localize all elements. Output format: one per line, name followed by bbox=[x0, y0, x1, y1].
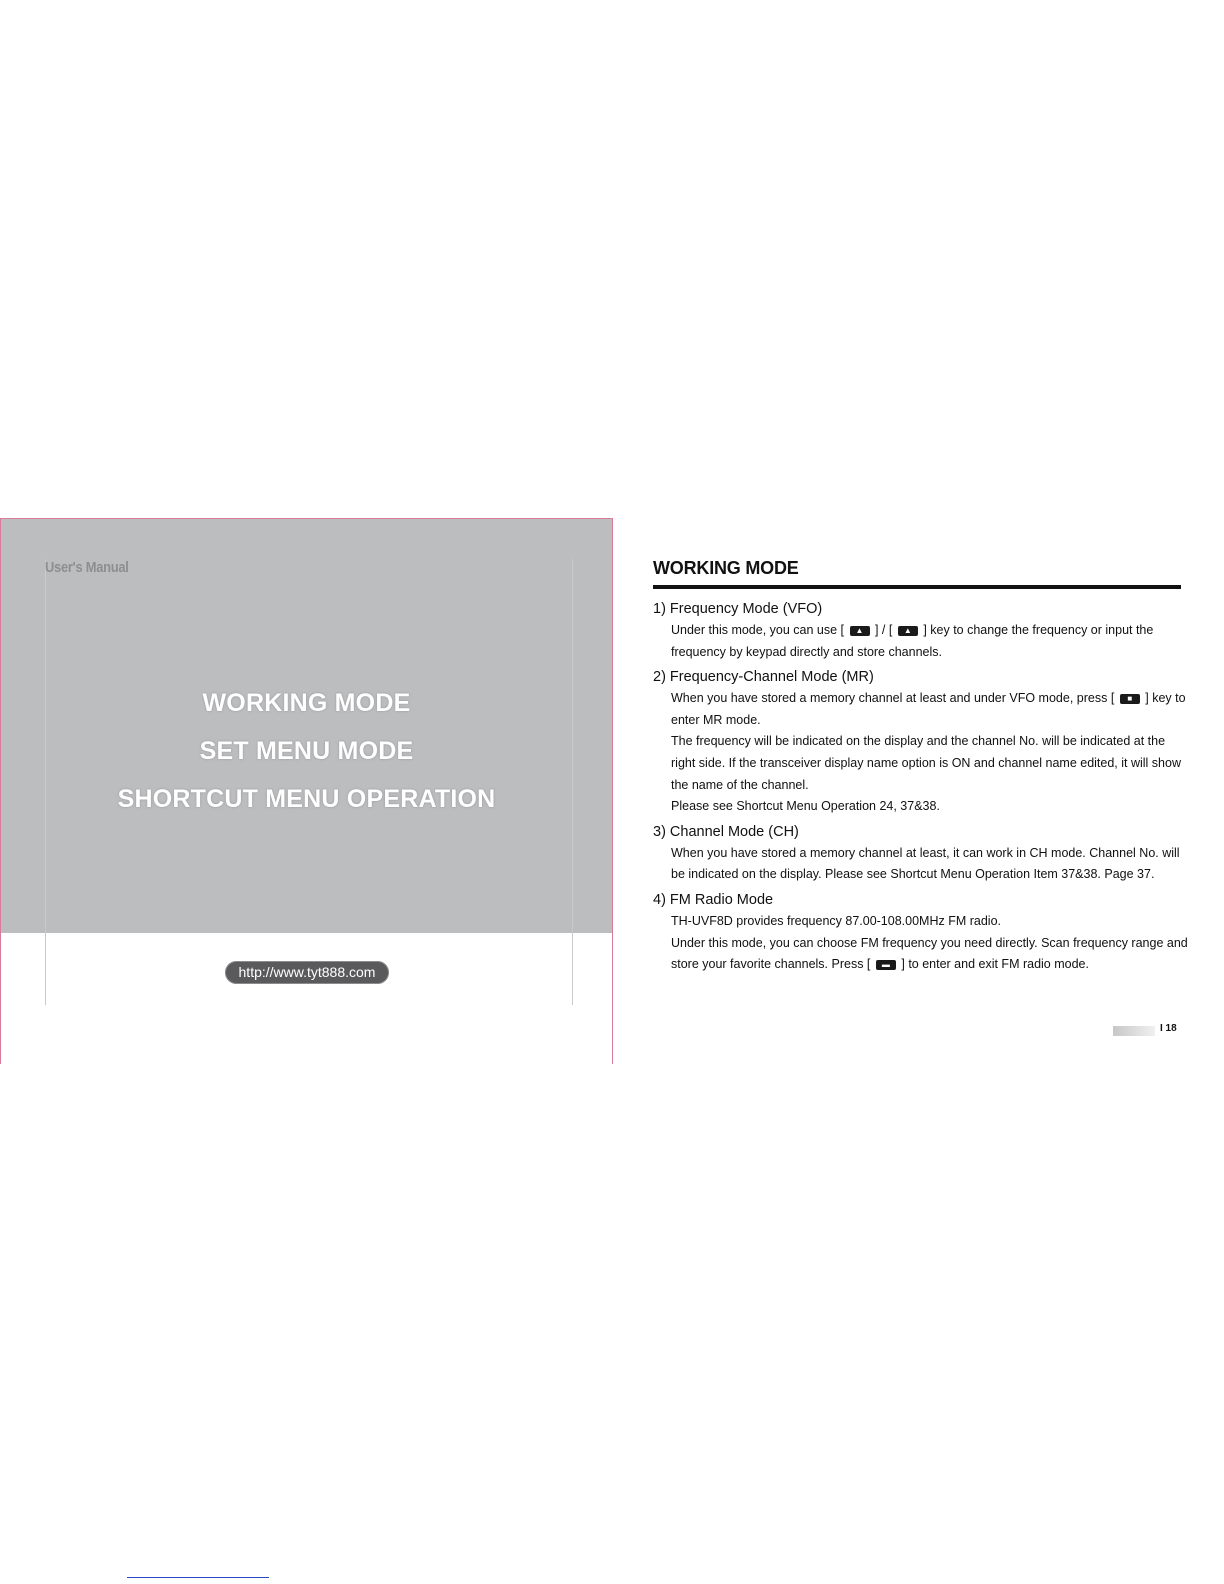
item-text-mr-2: The frequency will be indicated on the display and the channel No. will be indicated at the right side. If the transceiver display name option is ON and channel name edited, it will show the name of the channel. bbox=[671, 734, 1181, 792]
fm-key-icon: ▬ bbox=[876, 960, 896, 970]
item-text-fm-1: TH-UVF8D provides frequency 87.00-108.00MHz FM radio. bbox=[671, 913, 1001, 928]
title-rule bbox=[653, 585, 1181, 589]
page-number-bar bbox=[1113, 1026, 1155, 1036]
item-text-fm-2: Under this mode, you can choose FM frequency you need directly. Scan frequency range and store your favorite channels. Press [ ▬ ] to enter and exit FM radio mode. bbox=[671, 935, 1188, 972]
right-content-page bbox=[653, 518, 1188, 1058]
page-number: I 18 bbox=[1160, 1023, 1177, 1034]
section-title: WORKING MODE bbox=[653, 558, 799, 578]
bottom-link-underline bbox=[127, 1577, 269, 1578]
cover-title-working-mode: WORKING MODE bbox=[202, 689, 411, 717]
brand-label: User's Manual bbox=[45, 559, 129, 576]
item-heading-fm: 4) FM Radio Mode bbox=[653, 891, 774, 908]
item-heading-vfo: 1) Frequency Mode (VFO) bbox=[653, 601, 823, 617]
item-text-mr-3: Please see Shortcut Menu Operation 24, 37&38. bbox=[671, 799, 940, 814]
item-text-vfo: Under this mode, you can use [ ▲ ] / [ ▲ ] key to change the frequency or input the frequency by keypad directly and store channels. bbox=[671, 623, 1154, 659]
down-key-icon: ▲ bbox=[898, 626, 918, 636]
item-text-ch: When you have stored a memory channel at least, it can work in CH mode. Channel No. will be indicated on the display. Please see Shortcut Menu Operation Item 37&38. Page 37. bbox=[671, 845, 1180, 882]
cover-title-set-menu-mode: SET MENU MODE bbox=[199, 737, 414, 765]
left-cover-page bbox=[0, 518, 613, 1064]
item-text-mr-1: When you have stored a memory channel at least and under VFO mode, press [ ■ ] key to enter MR mode. bbox=[671, 691, 1186, 727]
mode-list bbox=[653, 598, 1188, 976]
exit-key-icon: ■ bbox=[1120, 694, 1140, 704]
item-heading-mr: 2) Frequency-Channel Mode (MR) bbox=[653, 669, 874, 686]
website-url[interactable]: http://www.tyt888.com bbox=[225, 961, 389, 984]
item-heading-ch: 3) Channel Mode (CH) bbox=[653, 823, 799, 840]
up-key-icon: ▲ bbox=[850, 626, 870, 636]
cover-title-shortcut-menu: SHORTCUT MENU OPERATION bbox=[117, 785, 496, 813]
cover-inner-frame bbox=[45, 559, 573, 1005]
